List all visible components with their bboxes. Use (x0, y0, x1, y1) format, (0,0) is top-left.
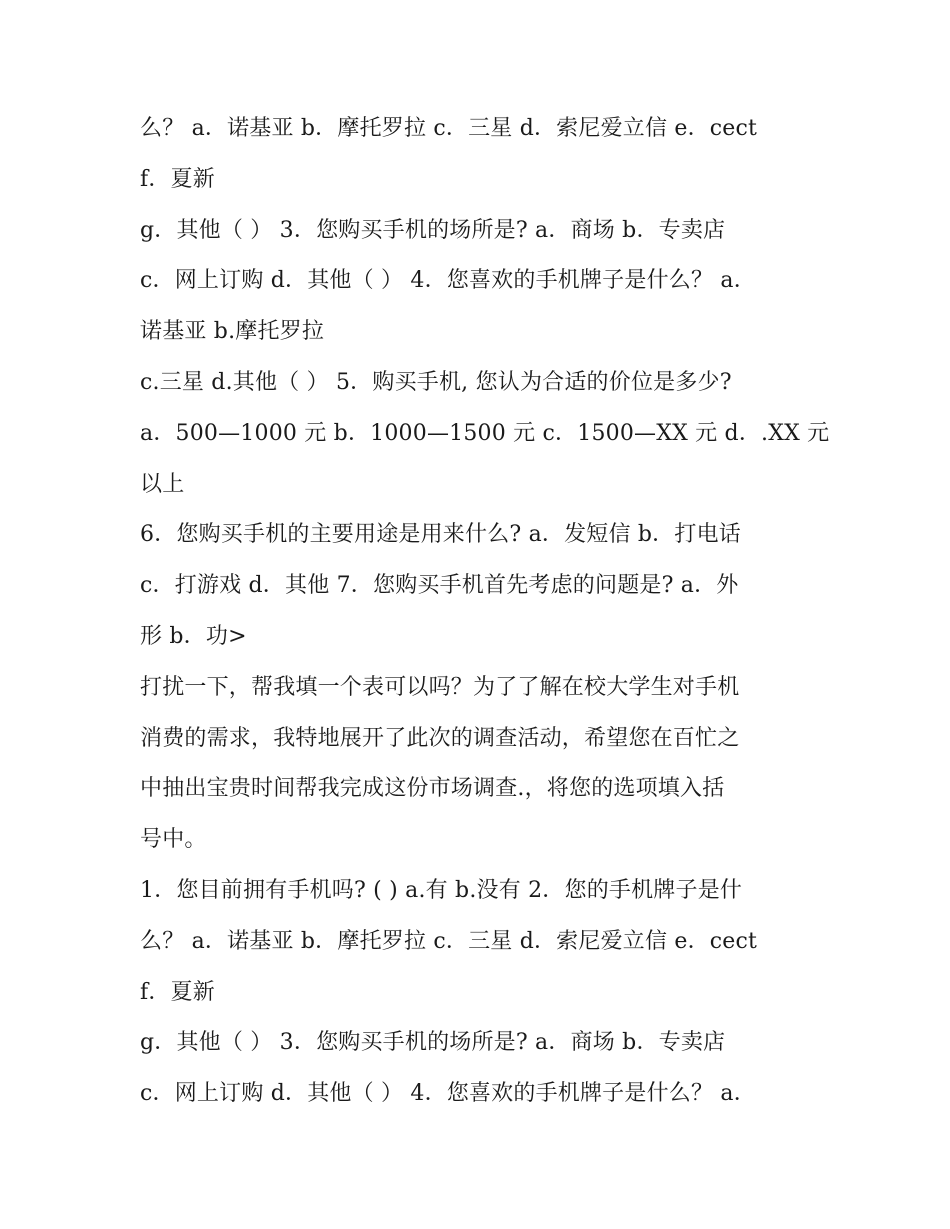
text-line: 中抽出宝贵时间帮我完成这份市场调查.，将您的选项填入括 (140, 776, 725, 802)
text-line: 打扰一下，帮我填一个表可以吗？为了了解在校大学生对手机 (140, 674, 740, 700)
text-line: f．夏新 (140, 979, 215, 1005)
text-line: 号中。 (140, 827, 207, 853)
text-line: 形 b．功> (140, 623, 247, 649)
text-line: c．网上订购 d．其他（ ） 4．您喜欢的手机牌子是什么？ a． (140, 1081, 756, 1107)
text-line: c.三星 d.其他（ ） 5．购买手机, 您认为合适的价位是多少? (140, 369, 732, 395)
text-line: 消费的需求，我特地展开了此次的调查活动，希望您在百忙之 (140, 725, 740, 751)
text-line: a．500—1000 元 b．1000—1500 元 c．1500—XX 元 d．.XX 元 (140, 420, 830, 446)
text-line: g．其他（ ） 3．您购买手机的场所是? a．商场 b．专卖店 (140, 1030, 726, 1056)
text-line: f．夏新 (140, 166, 215, 192)
text-line: 诺基亚 b.摩托罗拉 (140, 319, 325, 345)
text-line: g．其他（ ） 3．您购买手机的场所是? a．商场 b．专卖店 (140, 217, 726, 243)
text-line: 么？ a．诺基亚 b．摩托罗拉 c．三星 d．索尼爱立信 e．cect (140, 928, 758, 954)
document-body (140, 104, 830, 1120)
text-line: 1．您目前拥有手机吗? ( ) a.有 b.没有 2．您的手机牌子是什 (140, 877, 743, 903)
text-line: 以上 (140, 471, 185, 497)
text-line: 么？ a．诺基亚 b．摩托罗拉 c．三星 d．索尼爱立信 e．cect (140, 116, 758, 141)
text-line: c．打游戏 d．其他 7．您购买手机首先考虑的问题是? a．外 (140, 573, 739, 599)
text-line: 6．您购买手机的主要用途是用来什么? a．发短信 b．打电话 (140, 522, 741, 548)
text-line: c．网上订购 d．其他（ ） 4．您喜欢的手机牌子是什么？ a． (140, 268, 756, 294)
